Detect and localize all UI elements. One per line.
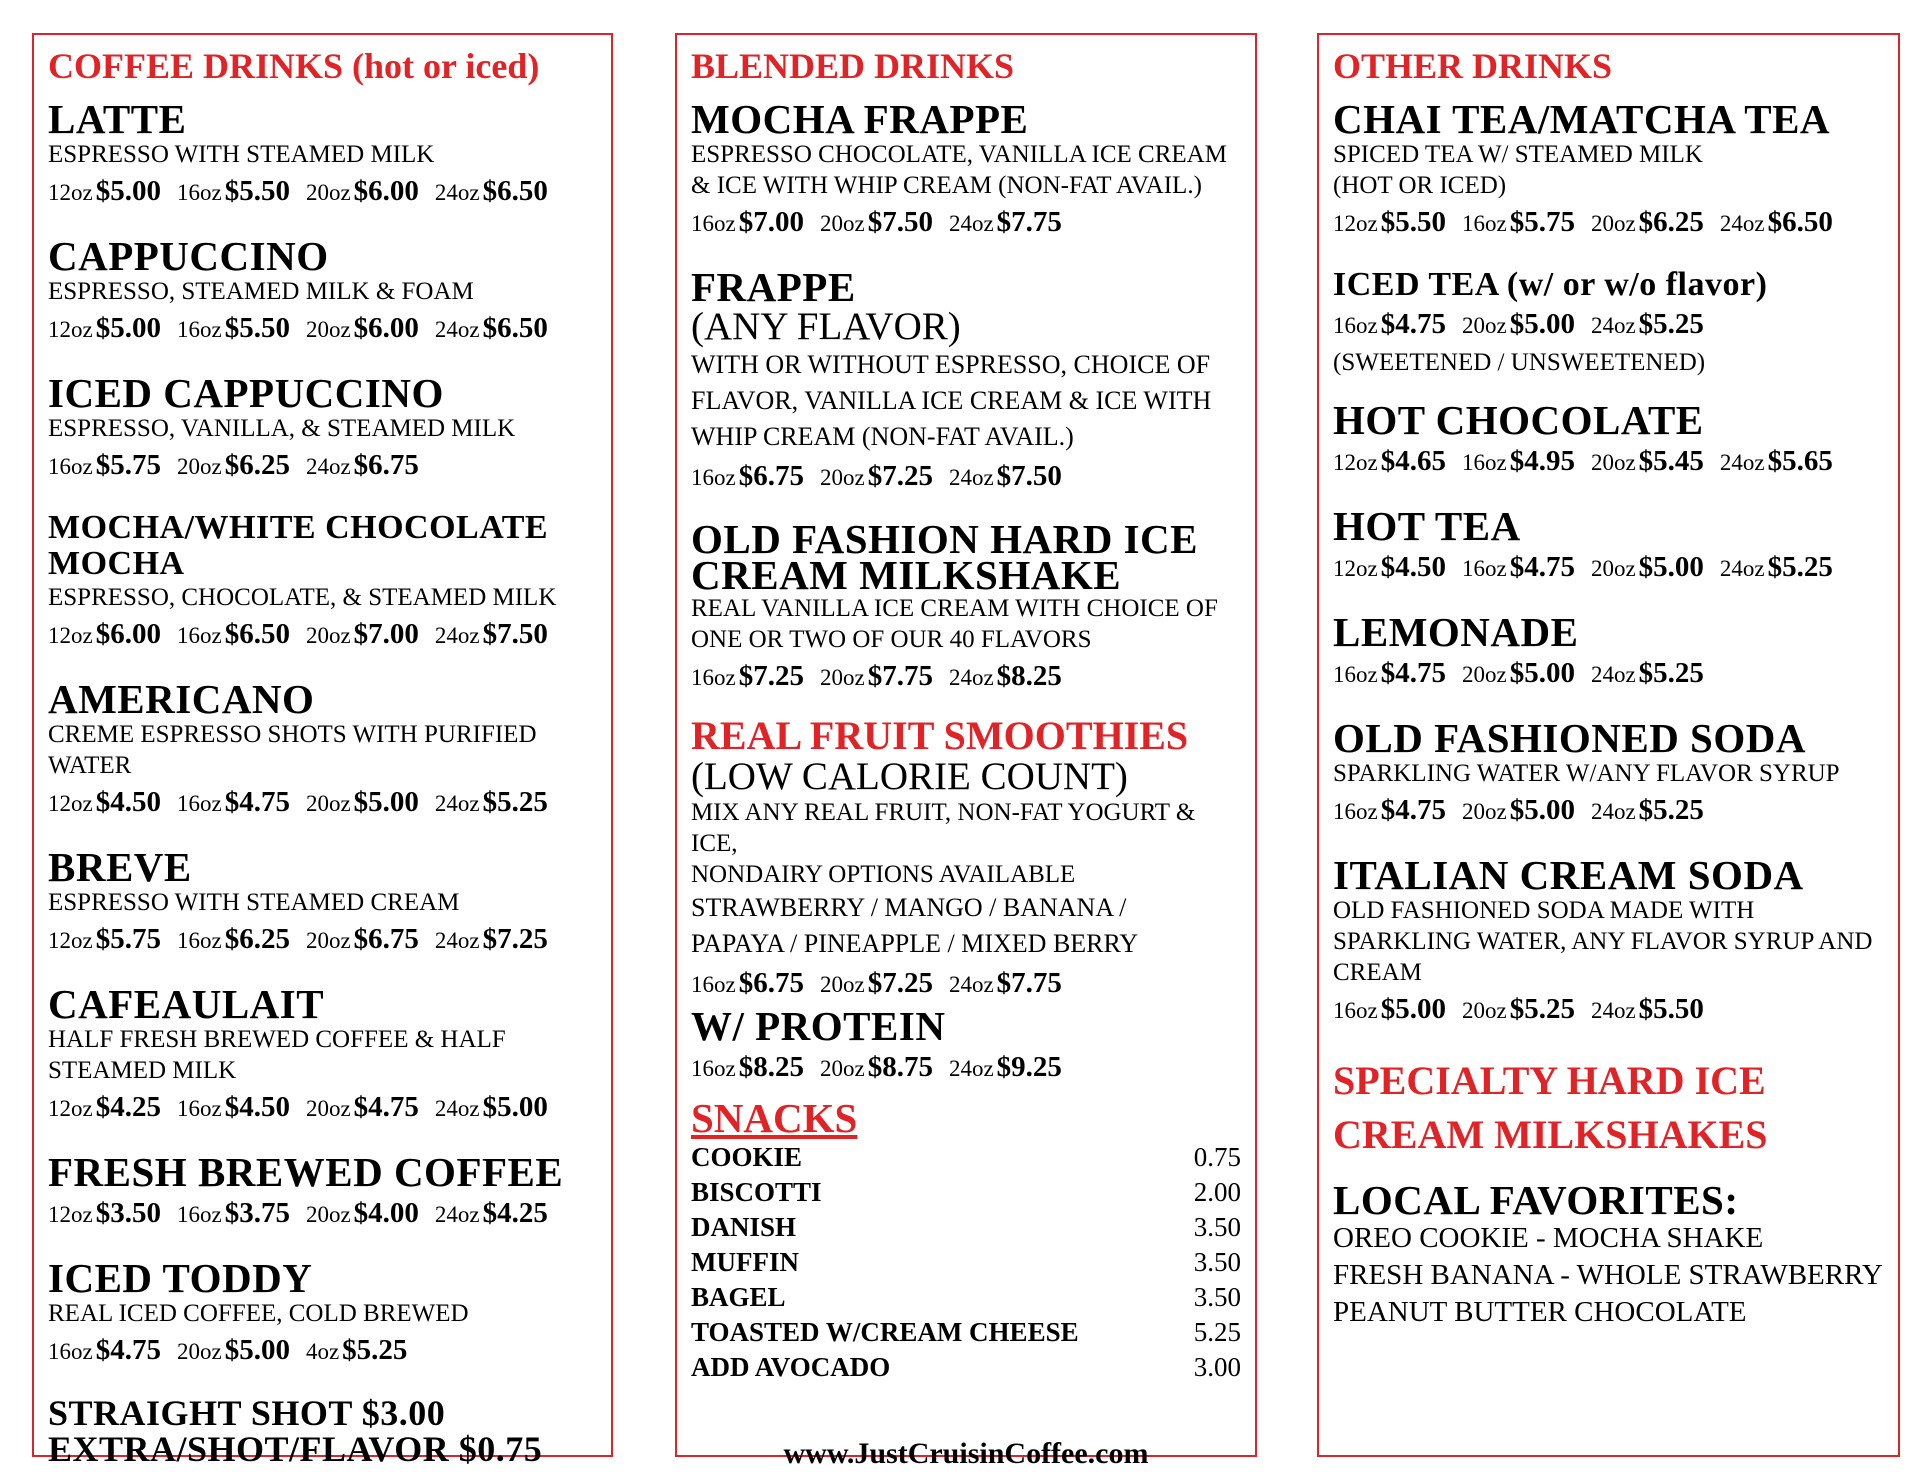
specialty-heading: CREAM MILKSHAKES [1333,1112,1768,1157]
price-value: $5.25 [1638,794,1704,826]
item-name: HOT CHOCOLATE [1333,397,1704,443]
protein-name: W/ PROTEIN [691,1003,946,1049]
price-value: $3.75 [224,1197,290,1229]
snack-row [691,1140,1241,1175]
size-label: 20oz [305,623,351,648]
price-value: $5.50 [224,312,290,344]
price-value: $5.25 [1509,993,1575,1025]
snack-row [691,1315,1241,1350]
item-desc: ESPRESSO WITH STEAMED CREAM [48,889,460,916]
price-value: $6.00 [353,312,419,344]
size-label: 12oz [48,791,93,816]
price-value: $4.75 [1509,551,1575,583]
size-label: 24oz [434,791,480,816]
item-name: FRESH BREWED COFFEE [48,1149,564,1195]
size-label: 16oz [691,665,736,690]
size-label: 12oz [1333,211,1378,236]
specialty-heading: SPECIALTY HARD ICE [1333,1058,1766,1103]
item-prices [48,613,597,657]
size-label: 24oz [948,211,994,236]
straight-shot: STRAIGHT SHOT $3.00 [48,1393,446,1433]
size-label: 12oz [48,623,93,648]
item-desc: WITH OR WITHOUT ESPRESSO, CHOICE OF [691,350,1211,379]
snack-row [691,1280,1241,1315]
price-value: $5.25 [1767,551,1833,583]
size-label: 12oz [1333,450,1378,475]
size-label: 24oz [1590,998,1636,1023]
smoothies-subtitle: (LOW CALORIE COUNT) [691,755,1128,798]
size-label: 24oz [948,665,994,690]
price-value: $4.50 [1380,551,1446,583]
item-prices [48,781,597,825]
item-desc: ESPRESSO, VANILLA, & STEAMED MILK [48,415,516,442]
price-value: $9.25 [996,1051,1062,1083]
size-label: 20oz [305,317,351,342]
size-label: 16oz [176,623,222,648]
snack-price: 3.50 [1193,1212,1241,1242]
menu-item [48,676,597,825]
item-desc: HALF FRESH BREWED COFFEE & HALF [48,1026,506,1053]
size-label: 24oz [948,465,994,490]
price-value: $5.00 [1509,657,1575,689]
price-value: $4.75 [224,786,290,818]
item-name: FRAPPE [691,264,856,310]
size-label: 12oz [48,1202,93,1227]
price-value: $5.25 [342,1334,408,1366]
size-label: 24oz [434,1202,480,1227]
price-value: $4.75 [353,1091,419,1123]
item-name: MOCHA FRAPPE [691,96,1029,142]
snack-price: 3.00 [1193,1352,1241,1382]
item-prices [48,918,597,962]
size-label: 24oz [1590,662,1636,687]
price-value: $8.25 [996,660,1062,692]
item-desc: ESPRESSO WITH STEAMED MILK [48,141,435,168]
item-prices [1333,789,1884,833]
menu-item [1333,397,1884,484]
price-value: $4.50 [95,786,161,818]
price-value: $6.75 [738,967,804,999]
item-desc: (HOT OR ICED) [1333,172,1507,199]
local-favorites-heading: LOCAL FAVORITES: [1333,1177,1739,1223]
snack-name: DANISH [691,1212,797,1242]
price-value: $6.50 [224,618,290,650]
size-label: 12oz [1333,556,1378,581]
item-desc: CREAM [1333,959,1422,986]
item-name: ICED TEA (w/ or w/o flavor) [1333,266,1768,303]
size-label: 16oz [176,1202,222,1227]
menu-item [48,233,597,351]
size-label: 24oz [1590,799,1636,824]
menu-item [691,264,1241,499]
menu-item [48,96,597,214]
local-favorite: FRESH BANANA - WHOLE STRAWBERRY [1333,1259,1883,1291]
size-label: 4oz [305,1339,340,1364]
price-value: $5.00 [1509,308,1575,340]
item-prices [1333,440,1884,484]
size-label: 16oz [1333,998,1378,1023]
item-prices [48,307,597,351]
size-label: 20oz [1461,799,1507,824]
price-value: $5.00 [95,175,161,207]
coffee-items-list [48,96,597,1373]
item-prices [1333,652,1884,696]
price-value: $5.75 [1509,206,1575,238]
snack-row [691,1350,1241,1385]
size-label: 16oz [1333,313,1378,338]
item-desc: ESPRESSO, STEAMED MILK & FOAM [48,278,474,305]
price-value: $6.25 [224,449,290,481]
size-label: 20oz [176,454,222,479]
price-value: $4.75 [1380,308,1446,340]
size-label: 12oz [48,317,93,342]
size-label: 24oz [1719,450,1765,475]
size-label: 20oz [1590,450,1636,475]
price-value: $6.50 [482,312,548,344]
price-value: $6.75 [353,923,419,955]
snack-row [691,1210,1241,1245]
item-prices [691,201,1241,245]
size-label: 20oz [1590,556,1636,581]
menu-item [48,1255,597,1373]
size-label: 16oz [176,928,222,953]
price-value: $5.25 [1638,657,1704,689]
price-value: $5.75 [95,923,161,955]
item-prices [1333,546,1884,590]
size-label: 20oz [819,665,865,690]
item-name: LATTE [48,96,187,142]
item-name: CAFEAULAIT [48,981,325,1027]
item-prices [691,455,1241,499]
price-value: $5.25 [482,786,548,818]
size-label: 16oz [1461,556,1507,581]
price-value: $6.75 [353,449,419,481]
blended-drinks-panel [675,33,1257,1470]
item-name: ITALIAN CREAM SODA [1333,852,1804,898]
price-value: $8.25 [738,1051,804,1083]
price-value: $7.25 [867,460,933,492]
snacks-list [691,1140,1241,1385]
size-label: 20oz [176,1339,222,1364]
item-desc: ESPRESSO CHOCOLATE, VANILLA ICE CREAM [691,141,1227,168]
item-subtitle: (ANY FLAVOR) [691,305,961,348]
item-desc: WHIP CREAM (NON-FAT AVAIL.) [691,422,1074,451]
price-value: $7.00 [738,206,804,238]
menu-item [1333,852,1884,1032]
item-name: CHAI TEA/MATCHA TEA [1333,96,1831,142]
item-note: (SWEETENED / UNSWEETENED) [1333,349,1706,376]
coffee-drinks-panel [32,33,613,1469]
menu-item [1333,96,1884,245]
price-value: $4.75 [1380,794,1446,826]
price-value: $3.50 [95,1197,161,1229]
size-label: 16oz [176,791,222,816]
snack-price: 3.50 [1193,1247,1241,1277]
price-value: $7.25 [738,660,804,692]
item-desc: REAL ICED COFFEE, COLD BREWED [48,1300,469,1327]
item-desc: SPICED TEA W/ STEAMED MILK [1333,141,1703,168]
item-prices [48,1192,597,1236]
item-desc: FLAVOR, VANILLA ICE CREAM & ICE WITH [691,386,1212,415]
snack-name: TOASTED W/CREAM CHEESE [691,1317,1079,1347]
size-label: 16oz [176,180,222,205]
item-name: OLD FASHIONED SODA [1333,715,1806,761]
size-label: 24oz [434,180,480,205]
size-label: 24oz [948,1056,994,1081]
size-label: 20oz [305,791,351,816]
price-value: $8.75 [867,1051,933,1083]
menu-item [48,510,597,657]
section-heading: COFFEE DRINKS (hot or iced) [48,46,540,86]
price-value: $7.75 [996,206,1062,238]
item-name: CREAM MILKSHAKE [691,552,1122,598]
price-value: $4.00 [353,1197,419,1229]
size-label: 12oz [48,1096,93,1121]
item-name: LEMONADE [1333,609,1579,655]
price-value: $5.75 [95,449,161,481]
size-label: 12oz [48,928,93,953]
local-favorite: PEANUT BUTTER CHOCOLATE [1333,1296,1747,1328]
size-label: 24oz [1590,313,1636,338]
size-label: 20oz [819,211,865,236]
item-desc: WATER [48,752,132,779]
size-label: 20oz [1590,211,1636,236]
menu-item [48,981,597,1130]
size-label: 16oz [176,317,222,342]
price-value: $5.00 [482,1091,548,1123]
size-label: 16oz [48,454,93,479]
size-label: 24oz [1719,556,1765,581]
item-prices [48,170,597,214]
size-label: 20oz [1461,662,1507,687]
item-name: MOCHA/WHITE CHOCOLATE MOCHA [48,509,549,582]
price-value: $4.95 [1509,445,1575,477]
size-label: 20oz [819,465,865,490]
price-value: $5.00 [224,1334,290,1366]
price-value: $4.25 [482,1197,548,1229]
size-label: 20oz [305,1096,351,1121]
price-value: $7.25 [867,967,933,999]
price-value: $5.45 [1638,445,1704,477]
price-value: $6.25 [224,923,290,955]
other-drinks-panel [1317,33,1900,1457]
smoothies-section [691,715,1241,1090]
item-prices [48,444,597,488]
item-prices [1333,988,1884,1032]
item-desc: REAL VANILLA ICE CREAM WITH CHOICE OF [691,595,1218,622]
snack-name: COOKIE [691,1142,803,1172]
size-label: 24oz [434,317,480,342]
price-value: $6.50 [482,175,548,207]
snack-price: 0.75 [1193,1142,1241,1172]
menu-item [1333,267,1884,378]
item-name: AMERICANO [48,676,315,722]
item-name: BREVE [48,844,192,890]
snack-price: 2.00 [1193,1177,1241,1207]
item-name: CAPPUCCINO [48,233,329,279]
smoothies-heading: REAL FRUIT SMOOTHIES [691,713,1189,758]
item-prices [1333,201,1884,245]
snack-name: BISCOTTI [691,1177,822,1207]
price-value: $6.00 [95,618,161,650]
size-label: 24oz [305,454,351,479]
price-value: $5.50 [1380,206,1446,238]
item-desc: NONDAIRY OPTIONS AVAILABLE [691,861,1076,888]
size-label: 24oz [948,972,994,997]
price-value: $7.50 [996,460,1062,492]
size-label: 20oz [819,972,865,997]
price-value: $4.50 [224,1091,290,1123]
size-label: 16oz [691,465,736,490]
price-value: $5.25 [1638,308,1704,340]
size-label: 16oz [176,1096,222,1121]
size-label: 12oz [48,180,93,205]
item-name: HOT TEA [1333,503,1521,549]
menu-item [691,516,1241,699]
price-value: $7.75 [867,660,933,692]
menu-item [48,844,597,962]
size-label: 16oz [48,1339,93,1364]
size-label: 16oz [1461,450,1507,475]
item-prices [691,655,1241,699]
website-link[interactable]: www.JustCruisinCoffee.com [783,1437,1149,1470]
item-desc: & ICE WITH WHIP CREAM (NON-FAT AVAIL.) [691,172,1202,199]
fruit-options: PAPAYA / PINEAPPLE / MIXED BERRY [691,929,1139,958]
item-name: ICED CAPPUCCINO [48,370,444,416]
item-desc: SPARKLING WATER W/ANY FLAVOR SYRUP [1333,760,1840,787]
section-heading: BLENDED DRINKS [691,46,1015,86]
price-value: $7.25 [482,923,548,955]
price-value: $5.50 [1638,993,1704,1025]
item-desc: SPARKLING WATER, ANY FLAVOR SYRUP AND [1333,928,1873,955]
size-label: 16oz [1461,211,1507,236]
price-value: $5.00 [1380,993,1446,1025]
snack-price: 5.25 [1193,1317,1241,1347]
price-value: $7.00 [353,618,419,650]
size-label: 16oz [691,972,736,997]
size-label: 20oz [305,180,351,205]
size-label: 24oz [1719,211,1765,236]
menu-item [691,96,1241,245]
price-value: $4.75 [95,1334,161,1366]
price-value: $7.50 [482,618,548,650]
snacks-heading: SNACKS [691,1095,858,1141]
size-label: 16oz [691,1056,736,1081]
item-name: OLD FASHION HARD ICE [691,516,1198,562]
snack-row [691,1245,1241,1280]
item-desc: STEAMED MILK [48,1057,237,1084]
menu-item [48,1149,597,1236]
size-label: 16oz [1333,662,1378,687]
price-value: $5.65 [1767,445,1833,477]
size-label: 20oz [1461,998,1507,1023]
section-heading: OTHER DRINKS [1333,46,1613,86]
price-value: $5.00 [353,786,419,818]
item-desc: ONE OR TWO OF OUR 40 FLAVORS [691,626,1092,653]
price-value: $5.00 [1638,551,1704,583]
item-prices [48,1086,597,1130]
item-prices [1333,303,1884,347]
size-label: 24oz [434,1096,480,1121]
item-desc: MIX ANY REAL FRUIT, NON-FAT YOGURT & ICE, [691,799,1196,857]
snack-name: MUFFIN [691,1247,799,1277]
item-prices [48,1329,597,1373]
local-favorite: OREO COOKIE - MOCHA SHAKE [1333,1222,1764,1254]
snack-name: ADD AVOCADO [691,1352,891,1382]
menu-item [1333,503,1884,590]
size-label: 20oz [1461,313,1507,338]
size-label: 24oz [434,928,480,953]
item-desc: OLD FASHIONED SODA MADE WITH [1333,897,1755,924]
size-label: 20oz [305,1202,351,1227]
price-value: $7.75 [996,967,1062,999]
item-name: ICED TODDY [48,1255,313,1301]
price-value: $6.75 [738,460,804,492]
price-value: $5.50 [224,175,290,207]
price-value: $6.00 [353,175,419,207]
size-label: 16oz [691,211,736,236]
item-desc: ESPRESSO, CHOCOLATE, & STEAMED MILK [48,584,557,611]
size-label: 20oz [305,928,351,953]
other-items-list [1333,96,1884,1032]
price-value: $6.25 [1638,206,1704,238]
menu-item [1333,715,1884,833]
item-prices [691,962,1241,1006]
fruit-options: STRAWBERRY / MANGO / BANANA / [691,893,1127,922]
snack-name: BAGEL [691,1282,786,1312]
price-value: $5.00 [95,312,161,344]
size-label: 20oz [819,1056,865,1081]
snack-row [691,1175,1241,1210]
menu-item [1333,609,1884,696]
menu-item [48,370,597,488]
size-label: 16oz [1333,799,1378,824]
item-prices [691,1046,1241,1090]
size-label: 24oz [434,623,480,648]
price-value: $4.25 [95,1091,161,1123]
price-value: $5.00 [1509,794,1575,826]
extra-shot-flavor: EXTRA/SHOT/FLAVOR $0.75 [48,1429,543,1469]
item-desc: CREME ESPRESSO SHOTS WITH PURIFIED [48,721,537,748]
snack-price: 3.50 [1193,1282,1241,1312]
price-value: $7.50 [867,206,933,238]
price-value: $4.65 [1380,445,1446,477]
price-value: $6.50 [1767,206,1833,238]
price-value: $4.75 [1380,657,1446,689]
